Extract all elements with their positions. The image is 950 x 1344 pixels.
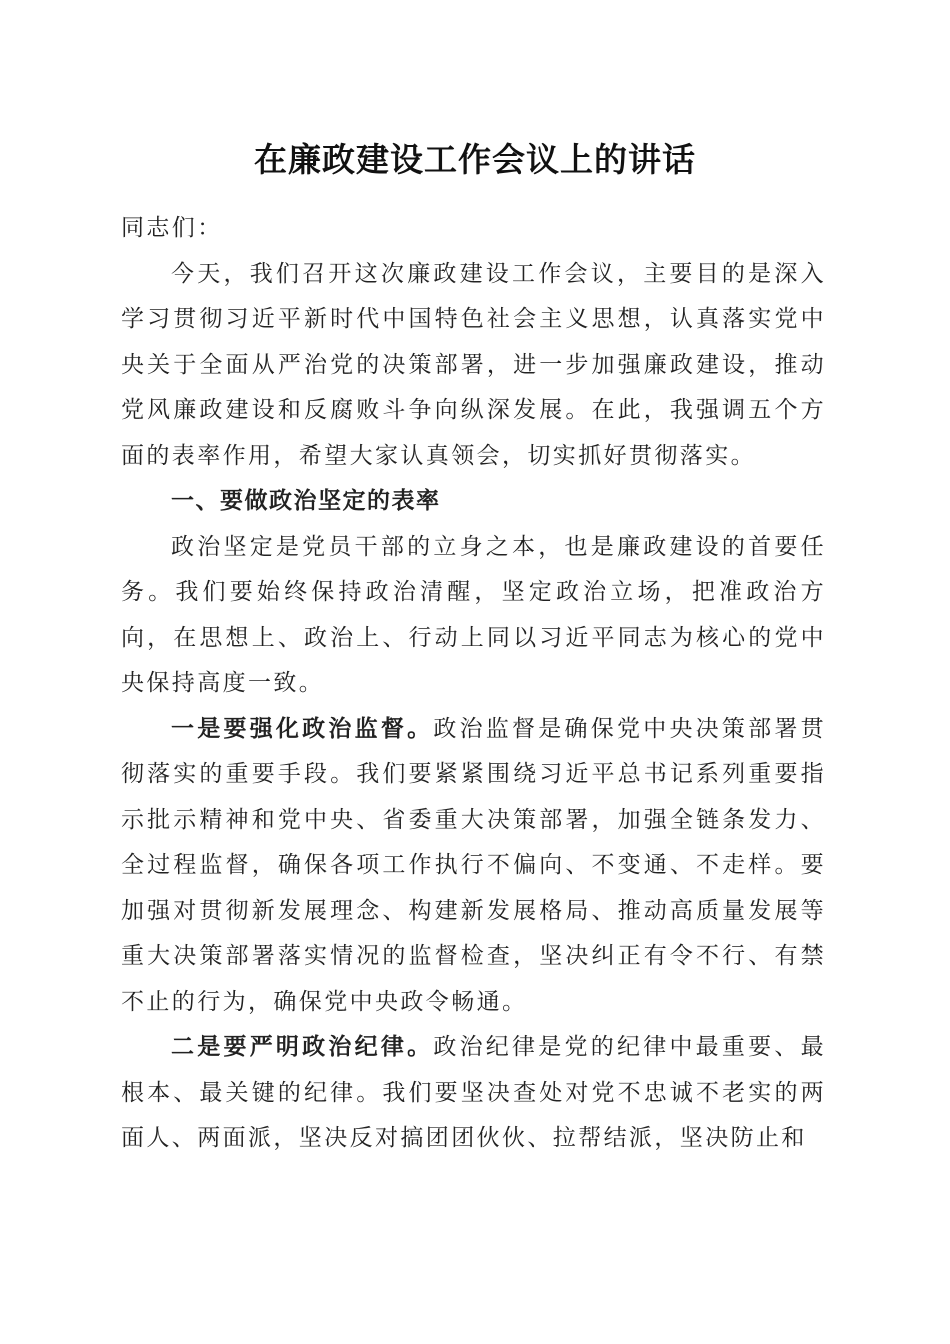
intro-paragraph: 今天，我们召开这次廉政建设工作会议，主要目的是深入学习贯彻习近平新时代中国特色社会主义思想，认真落实党中央关于全面从严治党的决策部署，进一步加强廉政建设，推动党风廉政建设和反腐败斗争向纵深发展。在此，我强调五个方面的表率作用，希望大家认真领会，切实抓好贯彻落实。: [121, 260, 826, 469]
salutation: 同志们：: [121, 215, 223, 241]
point-text-2: 政治纪律是党的纪律中最重要、最根本、最关键的纪律。我们要坚决查处对党不忠诚不老实的两面人、两面派，坚决反对搞团团伙伙、拉帮结派，坚决防止和: [121, 1034, 827, 1151]
section-heading: 一、要做政治坚定的表率: [171, 488, 441, 514]
section-paragraph: 政治坚定是党员干部的立身之本，也是廉政建设的首要任务。我们要始终保持政治清醒，坚定政治立场，把准政治方向，在思想上、政治上、行动上同以习近平同志为核心的党中央保持高度一致。: [121, 533, 826, 696]
point-paragraph-2: [121, 1025, 826, 1162]
point-lead-2: 二是要严明政治纪律。: [171, 1034, 434, 1060]
point-lead-1: 一是要强化政治监督。: [171, 715, 434, 742]
document-body: [121, 206, 826, 1162]
point-paragraph-1: [121, 707, 826, 1026]
document-title: 在廉政建设工作会议上的讲话: [254, 140, 696, 179]
point-text-1: 政治监督是确保党中央决策部署贯彻落实的重要手段。我们要紧紧围绕习近平总书记系列重要指示批示精神和党中央、省委重大决策部署，加强全链条发力、全过程监督，确保各项工作执行不偏向、不变通、不走样。要加强对贯彻新发展理念、构建新发展格局、推动高质量发展等重大决策部署落实情况的监督检查，坚决纠正有令不行、有禁不止的行为，确保党中央政令畅通。: [121, 715, 827, 1015]
